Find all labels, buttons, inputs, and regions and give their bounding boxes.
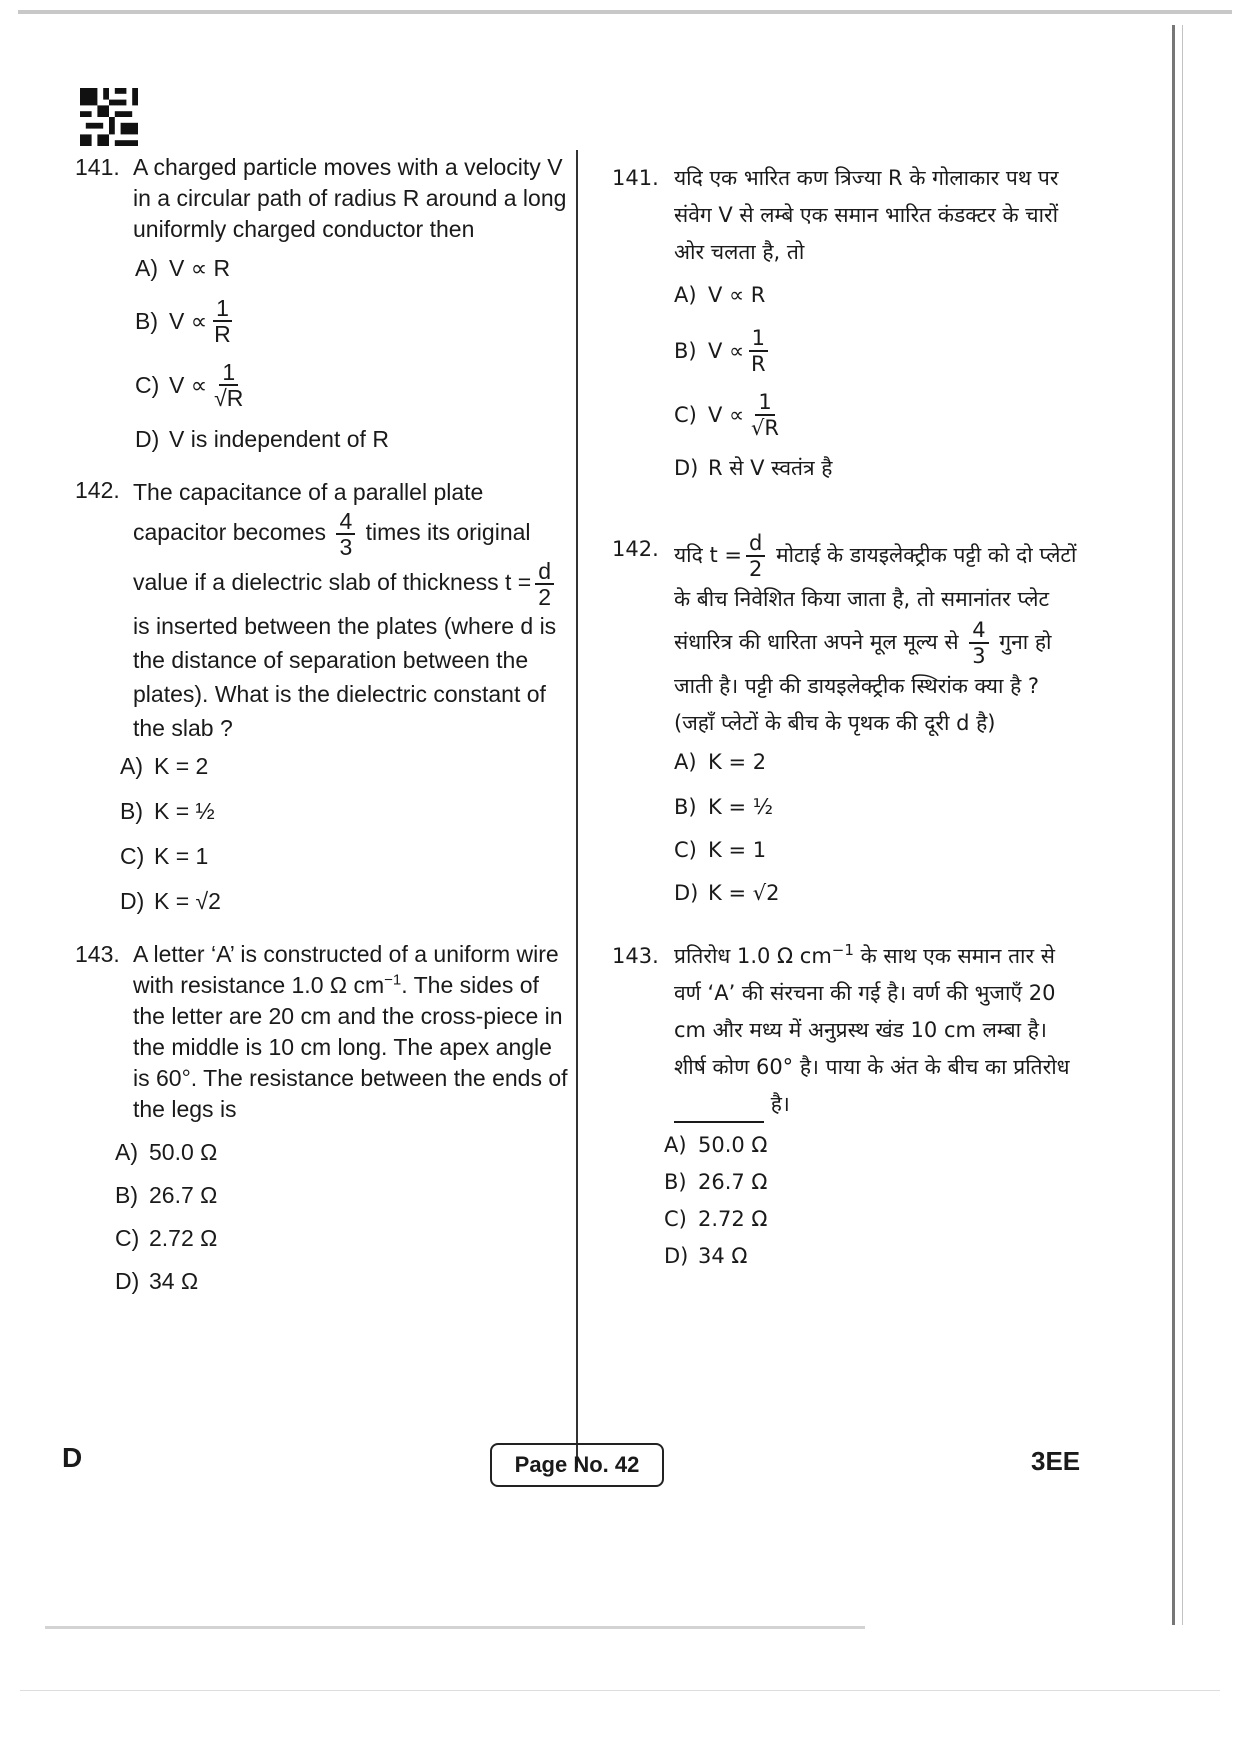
option-a: A) K = 2 <box>674 750 767 774</box>
fraction: $\frac{1}{R}$ <box>748 326 769 376</box>
scan-bottom-streak <box>45 1626 865 1629</box>
scan-bottom-line <box>20 1690 1220 1691</box>
question-142-en <box>75 475 570 917</box>
option-b: B) 26.7 Ω <box>664 1170 768 1194</box>
option-c: C) V ∝ $\frac{1}{√R}$ <box>135 360 570 410</box>
hindi-column <box>612 160 1082 1275</box>
option-b: B) V ∝ $\frac{1}{R}$ <box>135 296 570 346</box>
option-a: A) 50.0 Ω <box>115 1139 218 1165</box>
question-number: 141. <box>612 166 659 190</box>
option-d: D) 34 Ω <box>664 1244 748 1268</box>
options-list <box>120 751 570 917</box>
question-143-en <box>75 939 570 1297</box>
option-c: C) K = 1 <box>674 838 767 862</box>
option-b: B) V ∝ $\frac{1}{R}$ <box>674 326 1082 376</box>
option-d: D) 34 Ω <box>115 1268 199 1294</box>
question-number: 141. <box>75 154 120 180</box>
option-c: C) 2.72 Ω <box>664 1207 768 1231</box>
option-d: D) K = √2 <box>120 888 221 914</box>
option-a: A) V ∝ R <box>135 255 231 281</box>
qr-code-icon <box>80 88 138 146</box>
fraction: $\frac{d}{2}$ <box>535 559 554 609</box>
question-number: 142. <box>612 537 659 561</box>
booklet-series-letter: D <box>62 1442 83 1473</box>
options-list <box>674 744 1082 912</box>
question-number: 143. <box>612 944 659 968</box>
question-number: 143. <box>75 941 120 967</box>
option-d: D) K = √2 <box>674 881 780 905</box>
fraction: $\frac{1}{√R}$ <box>751 390 780 440</box>
scan-right-edge-inner <box>1182 25 1183 1625</box>
fraction: $\frac{4}{3}$ <box>336 509 355 559</box>
option-a: A) K = 2 <box>120 753 209 779</box>
option-b: B) K = ½ <box>674 795 774 819</box>
column-divider <box>576 150 578 1468</box>
question-text: The capacitance of a parallel plate capacitor becomes $\frac{4}{3}$ times its original value if a dielectric slab of thickness t = $\frac{d}{2}$ is inserted between the plates (where d is the distance of separation between the plates). What is the dielectric constant of the slab ? <box>133 479 557 741</box>
option-c: C) V ∝ $\frac{1}{√R}$ <box>674 390 1082 440</box>
english-column <box>75 152 570 1297</box>
fraction: $\frac{1}{√R}$ <box>214 359 244 411</box>
answer-blank <box>674 1097 764 1123</box>
option-d: D) V is independent of R <box>135 426 389 452</box>
fraction: $\frac{4}{3}$ <box>969 618 988 668</box>
paper-code: 3EE <box>1031 1446 1081 1476</box>
fraction: $\frac{d}{2}$ <box>746 531 765 581</box>
question-143-hi <box>612 938 1082 1275</box>
question-number: 142. <box>75 477 120 503</box>
option-d: D) R से V स्वतंत्र है <box>674 456 833 480</box>
options-list <box>664 1127 1082 1275</box>
fraction: $\frac{1}{R}$ <box>214 295 231 347</box>
question-text: यदि t = $\frac{d}{2}$ मोटाई के डायइलेक्ट्रीक पट्टी को दो प्लेटों के बीच निवेशित किया जाता है, तो समानांतर प्लेट संधारित्र की धारिता अपने मूल मूल्य से $\frac{4}{3}$ गुना हो जाती है। पट्टी की डायइलेक्ट्रीक स्थिरांक क्या है ? (जहाँ प्लेटों के बीच के पृथक की दूरी d है) <box>674 531 1077 735</box>
question-text: यदि एक भारित कण त्रिज्या R के गोलाकार पथ पर संवेग V से लम्बे एक समान भारित कंडक्टर के चारों ओर चलता है, तो <box>674 166 1059 264</box>
scan-right-edge <box>1172 25 1175 1625</box>
question-141-hi <box>612 160 1082 487</box>
option-b: B) K = ½ <box>120 798 215 824</box>
option-b: B) 26.7 Ω <box>115 1182 218 1208</box>
option-c: C) 2.72 Ω <box>115 1225 218 1251</box>
page-number-box: Page No. 42 <box>490 1443 664 1487</box>
options-list <box>135 253 570 455</box>
question-text: A letter ‘A’ is constructed of a uniform wire with resistance 1.0 Ω $cm^{-1}$. The sides of the letter are 20 cm and the cross-piece in the middle is 10 cm long. The apex angle is 60°. The resistance between the ends of the legs is <box>133 941 568 1122</box>
scan-top-edge <box>18 10 1232 14</box>
question-text: प्रतिरोध 1.0 Ω $cm^{-1}$ के साथ एक समान तार से वर्ण ‘A’ की संरचना की गई है। वर्ण की भुजाएँ 20 cm और मध्य में अनुप्रस्थ खंड 10 cm लम्बा है। शीर्ष कोण 60° है। पाया के अंत के बीच का प्रतिरोध है। <box>674 938 1082 1123</box>
options-list <box>674 277 1082 487</box>
question-text: A charged particle moves with a velocity V in a circular path of radius R around a long uniformly charged conductor then <box>133 154 567 242</box>
question-141-en <box>75 152 570 455</box>
options-list <box>115 1137 570 1297</box>
option-a: A) V ∝ R <box>674 283 766 307</box>
question-142-hi <box>612 531 1082 912</box>
option-c: C) K = 1 <box>120 843 209 869</box>
option-a: A) 50.0 Ω <box>664 1133 768 1157</box>
